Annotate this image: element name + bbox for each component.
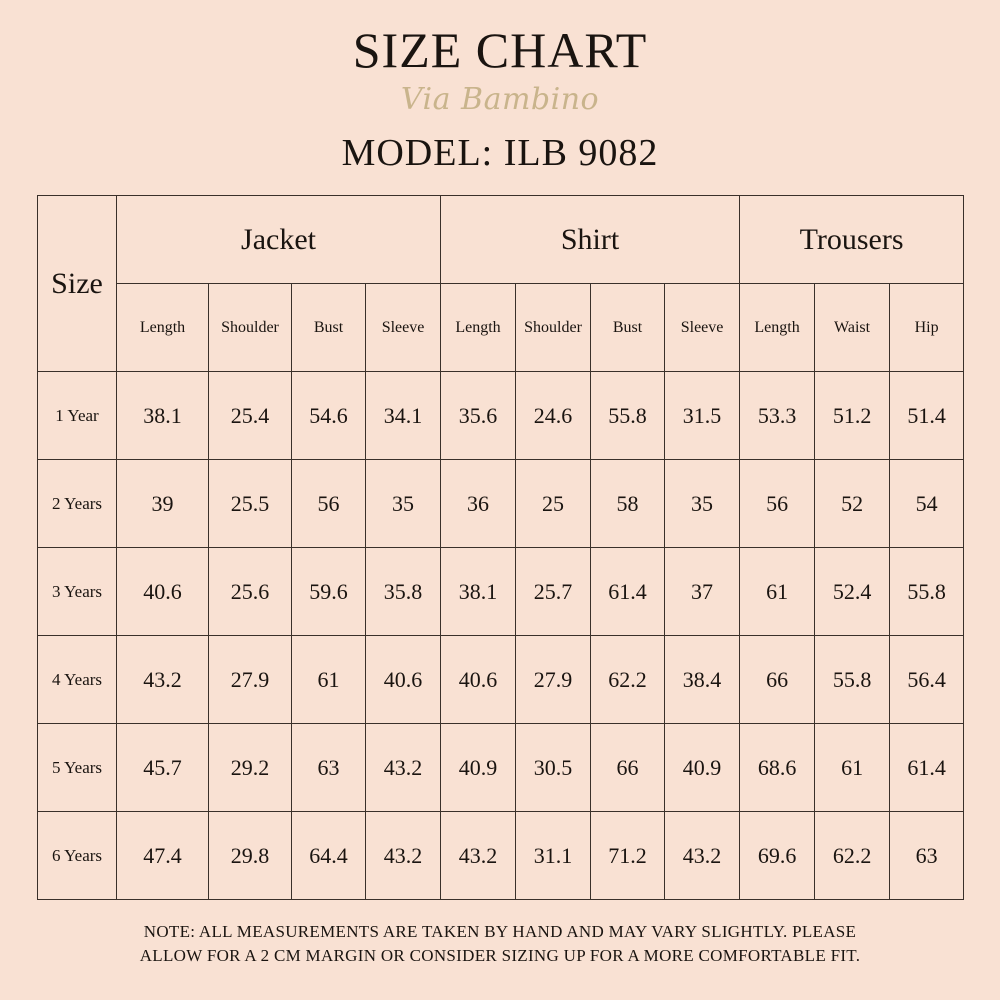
group-header-jacket: Jacket bbox=[117, 196, 441, 284]
measurement-cell: 56 bbox=[292, 460, 366, 548]
measurement-cell: 61.4 bbox=[591, 548, 665, 636]
measurement-cell: 25.6 bbox=[209, 548, 292, 636]
measurement-cell: 55.8 bbox=[591, 372, 665, 460]
measurement-cell: 61 bbox=[815, 724, 890, 812]
measurement-header: Length bbox=[117, 284, 209, 372]
table-row bbox=[38, 548, 964, 636]
table-row bbox=[38, 372, 964, 460]
size-label-cell: 6 Years bbox=[38, 812, 117, 900]
measurement-cell: 40.9 bbox=[441, 724, 516, 812]
measurement-cell: 62.2 bbox=[815, 812, 890, 900]
measurement-header: Bust bbox=[591, 284, 665, 372]
measurement-cell: 31.1 bbox=[516, 812, 591, 900]
measurement-cell: 43.2 bbox=[665, 812, 740, 900]
measurement-cell: 55.8 bbox=[890, 548, 964, 636]
measurement-cell: 43.2 bbox=[441, 812, 516, 900]
size-label-cell: 2 Years bbox=[38, 460, 117, 548]
size-label-cell: 4 Years bbox=[38, 636, 117, 724]
measurement-header: Length bbox=[441, 284, 516, 372]
measurement-cell: 54.6 bbox=[292, 372, 366, 460]
table-row bbox=[38, 812, 964, 900]
measurement-cell: 37 bbox=[665, 548, 740, 636]
table-row bbox=[38, 636, 964, 724]
measurement-cell: 59.6 bbox=[292, 548, 366, 636]
size-table-body bbox=[38, 372, 964, 900]
measurement-cell: 40.6 bbox=[441, 636, 516, 724]
measurement-cell: 38.1 bbox=[441, 548, 516, 636]
measurement-cell: 39 bbox=[117, 460, 209, 548]
size-column-header: Size bbox=[38, 196, 117, 372]
measurement-cell: 69.6 bbox=[740, 812, 815, 900]
measurement-cell: 51.4 bbox=[890, 372, 964, 460]
measurement-cell: 29.2 bbox=[209, 724, 292, 812]
measurement-cell: 25.7 bbox=[516, 548, 591, 636]
measurement-cell: 54 bbox=[890, 460, 964, 548]
measurement-cell: 52 bbox=[815, 460, 890, 548]
measurement-cell: 43.2 bbox=[117, 636, 209, 724]
measurement-cell: 40.6 bbox=[366, 636, 441, 724]
measurement-cell: 62.2 bbox=[591, 636, 665, 724]
size-label-cell: 5 Years bbox=[38, 724, 117, 812]
measurement-header: Waist bbox=[815, 284, 890, 372]
measurement-cell: 38.1 bbox=[117, 372, 209, 460]
measurement-cell: 66 bbox=[740, 636, 815, 724]
measurement-cell: 36 bbox=[441, 460, 516, 548]
measurement-cell: 45.7 bbox=[117, 724, 209, 812]
measurement-cell: 56.4 bbox=[890, 636, 964, 724]
measurement-header: Shoulder bbox=[209, 284, 292, 372]
page-title: SIZE CHART bbox=[352, 22, 648, 78]
measurement-cell: 53.3 bbox=[740, 372, 815, 460]
size-label-cell: 1 Year bbox=[38, 372, 117, 460]
measurement-cell: 40.9 bbox=[665, 724, 740, 812]
measurement-cell: 71.2 bbox=[591, 812, 665, 900]
group-header-row bbox=[38, 196, 964, 284]
measurement-cell: 24.6 bbox=[516, 372, 591, 460]
measurement-cell: 55.8 bbox=[815, 636, 890, 724]
measurement-cell: 30.5 bbox=[516, 724, 591, 812]
measurement-header-row bbox=[38, 284, 964, 372]
brand-logo-text: Via Bambino bbox=[400, 82, 600, 117]
measurement-cell: 63 bbox=[890, 812, 964, 900]
measurement-cell: 61 bbox=[740, 548, 815, 636]
measurement-cell: 52.4 bbox=[815, 548, 890, 636]
measurement-cell: 35.8 bbox=[366, 548, 441, 636]
measurement-cell: 29.8 bbox=[209, 812, 292, 900]
measurement-cell: 61.4 bbox=[890, 724, 964, 812]
measurement-note bbox=[40, 920, 960, 968]
measurement-cell: 25 bbox=[516, 460, 591, 548]
measurement-cell: 27.9 bbox=[209, 636, 292, 724]
measurement-cell: 43.2 bbox=[366, 724, 441, 812]
measurement-header: Hip bbox=[890, 284, 964, 372]
table-row bbox=[38, 724, 964, 812]
measurement-cell: 27.9 bbox=[516, 636, 591, 724]
measurement-header: Shoulder bbox=[516, 284, 591, 372]
table-row bbox=[38, 460, 964, 548]
measurement-cell: 25.4 bbox=[209, 372, 292, 460]
measurement-cell: 43.2 bbox=[366, 812, 441, 900]
measurement-header: Length bbox=[740, 284, 815, 372]
size-chart-table bbox=[37, 195, 964, 900]
measurement-cell: 58 bbox=[591, 460, 665, 548]
group-header-trousers: Trousers bbox=[740, 196, 964, 284]
measurement-cell: 35.6 bbox=[441, 372, 516, 460]
measurement-cell: 25.5 bbox=[209, 460, 292, 548]
size-label-cell: 3 Years bbox=[38, 548, 117, 636]
measurement-cell: 31.5 bbox=[665, 372, 740, 460]
measurement-cell: 38.4 bbox=[665, 636, 740, 724]
measurement-cell: 61 bbox=[292, 636, 366, 724]
group-header-shirt: Shirt bbox=[441, 196, 740, 284]
measurement-header: Bust bbox=[292, 284, 366, 372]
measurement-cell: 35 bbox=[366, 460, 441, 548]
model-heading: MODEL: ILB 9082 bbox=[341, 132, 659, 174]
measurement-cell: 47.4 bbox=[117, 812, 209, 900]
measurement-cell: 68.6 bbox=[740, 724, 815, 812]
measurement-cell: 51.2 bbox=[815, 372, 890, 460]
measurement-cell: 40.6 bbox=[117, 548, 209, 636]
measurement-cell: 56 bbox=[740, 460, 815, 548]
measurement-cell: 64.4 bbox=[292, 812, 366, 900]
measurement-header: Sleeve bbox=[665, 284, 740, 372]
measurement-cell: 63 bbox=[292, 724, 366, 812]
note-line-1: NOTE: ALL MEASUREMENTS ARE TAKEN BY HAND AND MAY VARY SLIGHTLY. PLEASE bbox=[143, 922, 857, 941]
note-line-2: ALLOW FOR A 2 CM MARGIN OR CONSIDER SIZING UP FOR A MORE COMFORTABLE FIT. bbox=[139, 946, 861, 965]
measurement-cell: 35 bbox=[665, 460, 740, 548]
measurement-header: Sleeve bbox=[366, 284, 441, 372]
measurement-cell: 66 bbox=[591, 724, 665, 812]
measurement-cell: 34.1 bbox=[366, 372, 441, 460]
